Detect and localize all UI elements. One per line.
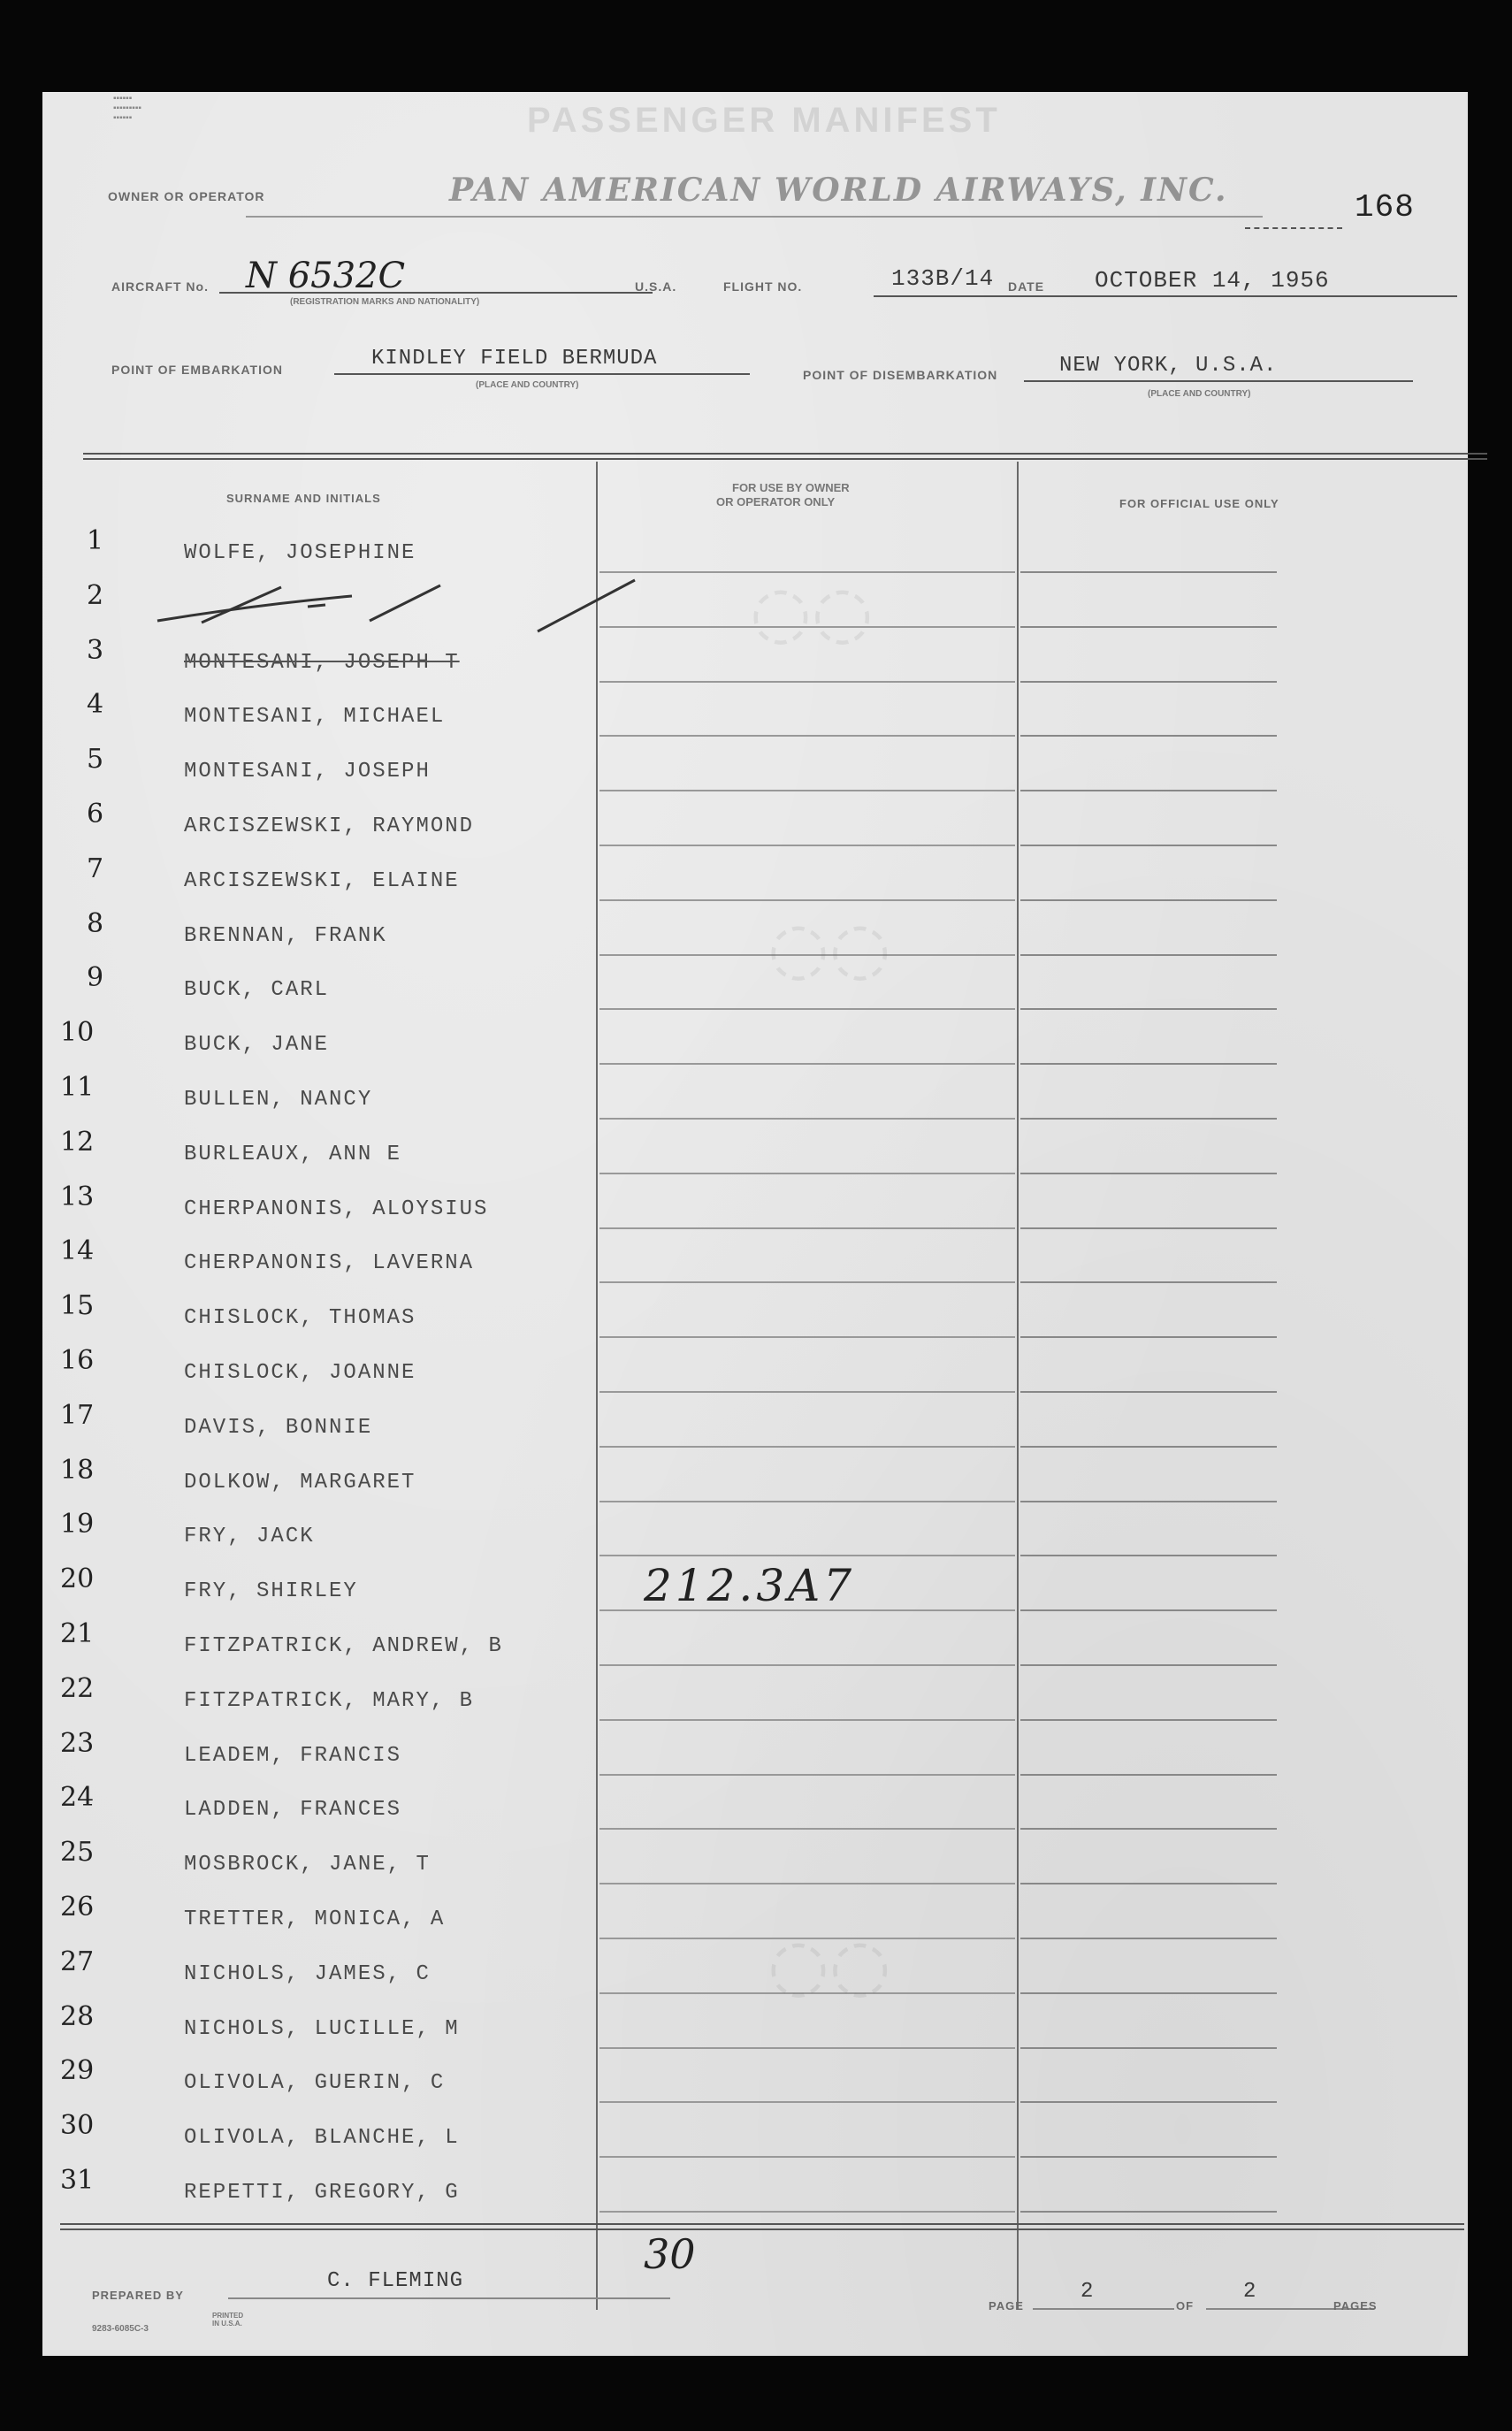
row-rule-official-column — [1020, 1992, 1277, 1994]
page-label: PAGE — [989, 2299, 1024, 2313]
owner-underline — [246, 216, 1263, 218]
row-number: 31 — [60, 2165, 95, 2196]
airline-name: PAN AMERICAN WORLD AIRWAYS, INC. — [449, 172, 1228, 209]
row-rule-owner-column — [599, 735, 1015, 737]
row-rule-official-column — [1020, 2211, 1277, 2213]
row-rule-official-column — [1020, 1118, 1277, 1120]
row-number: 10 — [60, 1017, 95, 1049]
row-number: 16 — [60, 1345, 95, 1376]
row-rule-owner-column — [599, 1336, 1015, 1338]
row-rule-official-column — [1020, 1774, 1277, 1776]
aircraft-value: N 6532C — [246, 256, 406, 296]
row-rule-owner-column — [599, 899, 1015, 901]
passenger-name: FRY, SHIRLEY — [184, 1579, 358, 1604]
row-rule-official-column — [1020, 1008, 1277, 1010]
aircraft-label: AIRCRAFT No. — [111, 279, 209, 294]
row-rule-official-column — [1020, 626, 1277, 628]
row-rule-owner-column — [599, 1828, 1015, 1830]
page-value: 2 — [1081, 2280, 1095, 2304]
prepared-label: PREPARED BY — [92, 2289, 184, 2302]
row-rule-owner-column — [599, 1883, 1015, 1884]
row-rule-official-column — [1020, 954, 1277, 956]
passenger-name: LEADEM, FRANCIS — [184, 1743, 402, 1768]
embark-value: KINDLEY FIELD BERMUDA — [371, 347, 658, 371]
passenger-name: CHERPANONIS, LAVERNA — [184, 1251, 475, 1276]
passenger-name: CHISLOCK, JOANNE — [184, 1361, 416, 1385]
disembark-underline — [1024, 380, 1413, 382]
row-rule-owner-column — [599, 1173, 1015, 1174]
row-rule-official-column — [1020, 845, 1277, 846]
row-rule-owner-column — [599, 845, 1015, 846]
row-rule-official-column — [1020, 1336, 1277, 1338]
aircraft-sublabel: (REGISTRATION MARKS AND NATIONALITY) — [290, 297, 480, 307]
column-divider-2 — [1017, 462, 1019, 2310]
row-rule-official-column — [1020, 1173, 1277, 1174]
row-number: 28 — [60, 2000, 95, 2032]
of-value: 2 — [1243, 2280, 1257, 2304]
row-rule-official-column — [1020, 1938, 1277, 1939]
ghost-title: PASSENGER MANIFEST — [527, 101, 1001, 140]
row-number: 26 — [60, 1892, 95, 1923]
row-rule-official-column — [1020, 1227, 1277, 1229]
row-rule-owner-column — [599, 1063, 1015, 1065]
table-top-rule-1 — [83, 453, 1487, 455]
row-number: 11 — [60, 1072, 95, 1103]
usa-label: U.S.A. — [635, 279, 677, 294]
row-rule-official-column — [1020, 2156, 1277, 2158]
row-rule-official-column — [1020, 1446, 1277, 1448]
passenger-name: TRETTER, MONICA, A — [184, 1907, 446, 1931]
row-number: 15 — [60, 1290, 95, 1322]
passenger-name: NICHOLS, LUCILLE, M — [184, 2016, 460, 2041]
passenger-name: CHERPANONIS, ALOYSIUS — [184, 1196, 489, 1221]
passenger-name: OLIVOLA, GUERIN, C — [184, 2071, 446, 2096]
passenger-name: NICHOLS, JAMES, C — [184, 1961, 431, 1986]
embark-underline — [334, 373, 750, 375]
prepared-value: C. FLEMING — [327, 2269, 464, 2293]
row-rule-owner-column — [599, 1501, 1015, 1502]
row-rule-owner-column — [599, 1774, 1015, 1776]
row-rule-official-column — [1020, 1501, 1277, 1502]
passenger-name: MONTESANI, MICHAEL — [184, 705, 446, 730]
row-number: 23 — [60, 1727, 95, 1759]
col-owner-header-1: FOR USE BY OWNER — [732, 481, 850, 494]
col-owner-header-2: OR OPERATOR ONLY — [716, 495, 836, 508]
row-rule-owner-column — [599, 2156, 1015, 2158]
embark-label: POINT OF EMBARKATION — [111, 363, 283, 377]
passenger-name: ARCISZEWSKI, RAYMOND — [184, 814, 475, 838]
row-rule-official-column — [1020, 1063, 1277, 1065]
flight-value: 133B/14 — [891, 265, 995, 292]
row-rule-official-column — [1020, 2101, 1277, 2103]
faint-stamp-mark: ◌◌ — [767, 1923, 891, 2006]
passenger-name: BURLEAUX, ANN E — [184, 1142, 402, 1166]
date-label: DATE — [1008, 279, 1045, 294]
row-rule-owner-column — [599, 1391, 1015, 1393]
passenger-name: BRENNAN, FRANK — [184, 923, 387, 948]
row-rule-official-column — [1020, 1828, 1277, 1830]
aircraft-underline — [219, 292, 653, 294]
row-rule-official-column — [1020, 1391, 1277, 1393]
col-official-header: FOR OFFICIAL USE ONLY — [1119, 497, 1279, 510]
faint-stamp-mark: ◌◌ — [750, 570, 874, 653]
row-number: 30 — [60, 2110, 95, 2142]
row-rule-owner-column — [599, 1118, 1015, 1120]
handwritten-total: 30 — [644, 2230, 696, 2278]
row-number: 9 — [87, 962, 104, 994]
disembark-label: POINT OF DISEMBARKATION — [803, 368, 998, 382]
row-number: 3 — [87, 634, 104, 666]
row-2-strike-marks — [149, 570, 644, 640]
passenger-name: MONTESANI, JOSEPH T — [184, 650, 460, 675]
passenger-name: BUCK, CARL — [184, 978, 330, 1003]
row-rule-official-column — [1020, 1719, 1277, 1721]
row-number: 12 — [60, 1126, 95, 1158]
row-number: 24 — [60, 1782, 95, 1814]
row-number: 18 — [60, 1454, 95, 1486]
row-rule-official-column — [1020, 735, 1277, 737]
row-rule-owner-column — [599, 1664, 1015, 1666]
row-number: 27 — [60, 1946, 95, 1977]
row-number: 6 — [87, 799, 104, 829]
date-underline — [874, 295, 1457, 297]
passenger-name: FITZPATRICK, MARY, B — [184, 1688, 475, 1713]
row-rule-official-column — [1020, 681, 1277, 683]
form-number: 9283-6085C-3 — [92, 2324, 149, 2334]
passenger-name: BULLEN, NANCY — [184, 1088, 373, 1112]
row-rule-owner-column — [599, 1008, 1015, 1010]
row-rule-owner-column — [599, 2101, 1015, 2103]
row-rule-owner-column — [599, 1227, 1015, 1229]
row-number: 20 — [60, 1563, 95, 1595]
row-rule-official-column — [1020, 1609, 1277, 1611]
row-number: 14 — [60, 1235, 95, 1267]
passenger-name: FITZPATRICK, ANDREW, B — [184, 1634, 503, 1658]
row-number: 29 — [60, 2055, 95, 2087]
passenger-name: CHISLOCK, THOMAS — [184, 1306, 416, 1331]
row-rule-official-column — [1020, 790, 1277, 791]
disembark-sublabel: (PLACE AND COUNTRY) — [1148, 389, 1251, 399]
passenger-name: ARCISZEWSKI, ELAINE — [184, 868, 460, 893]
row-rule-official-column — [1020, 899, 1277, 901]
date-value: OCTOBER 14, 1956 — [1095, 267, 1330, 294]
page-number-dash — [1245, 227, 1342, 229]
flight-label: FLIGHT NO. — [723, 279, 803, 294]
row-rule-official-column — [1020, 1883, 1277, 1884]
row-rule-official-column — [1020, 571, 1277, 573]
row-number: 4 — [87, 689, 104, 721]
passenger-name: MOSBROCK, JANE, T — [184, 1853, 431, 1877]
page-number: 168 — [1355, 189, 1415, 226]
row-rule-owner-column — [599, 2047, 1015, 2049]
row-number: 2 — [87, 579, 104, 611]
table-bottom-rule-2 — [60, 2228, 1464, 2230]
row-rule-official-column — [1020, 1664, 1277, 1666]
row-number: 17 — [60, 1399, 95, 1431]
passenger-name: BUCK, JANE — [184, 1033, 330, 1058]
pages-label: PAGES — [1333, 2299, 1378, 2313]
table-bottom-rule-1 — [60, 2223, 1464, 2225]
row-rule-official-column — [1020, 1281, 1277, 1283]
row-rule-owner-column — [599, 2211, 1015, 2213]
of-label: OF — [1176, 2299, 1195, 2313]
passenger-name: MONTESANI, JOSEPH — [184, 760, 431, 784]
row-rule-official-column — [1020, 2047, 1277, 2049]
owner-label: OWNER OR OPERATOR — [108, 189, 265, 203]
row-rule-owner-column — [599, 1281, 1015, 1283]
row-number: 25 — [60, 1837, 95, 1869]
row-rule-owner-column — [599, 1555, 1015, 1556]
handwritten-code: 212.3A7 — [644, 1560, 856, 1611]
printed-in-usa: PRINTED IN U.S.A. — [212, 2312, 244, 2328]
row-rule-owner-column — [599, 681, 1015, 683]
passenger-name: LADDEN, FRANCES — [184, 1798, 402, 1823]
col-surname-header: SURNAME AND INITIALS — [226, 492, 381, 505]
prepared-underline — [228, 2297, 670, 2299]
row-number: 19 — [60, 1509, 95, 1540]
row-number: 7 — [87, 852, 104, 884]
column-divider-1 — [596, 462, 598, 2310]
row-rule-official-column — [1020, 1555, 1277, 1556]
row-number: 13 — [60, 1181, 95, 1212]
manifest-page — [42, 92, 1468, 2356]
disembark-value: NEW YORK, U.S.A. — [1059, 354, 1278, 378]
table-top-rule-2 — [83, 458, 1487, 460]
row-number: 1 — [87, 525, 104, 556]
passenger-name: WOLFE, JOSEPHINE — [184, 541, 416, 565]
embark-sublabel: (PLACE AND COUNTRY) — [476, 380, 579, 390]
page-underline — [1033, 2308, 1174, 2310]
row-number: 8 — [87, 907, 104, 939]
corner-stamp: ▪▪▪▪▪▪ ▪▪▪▪▪▪▪▪▪ ▪▪▪▪▪▪ — [113, 94, 141, 123]
passenger-name: DOLKOW, MARGARET — [184, 1470, 416, 1495]
row-number: 21 — [60, 1618, 95, 1649]
passenger-name: DAVIS, BONNIE — [184, 1415, 373, 1440]
faint-stamp-mark: ◌◌ — [767, 906, 891, 989]
passenger-name: FRY, JACK — [184, 1525, 315, 1549]
row-number: 5 — [87, 744, 104, 776]
row-rule-owner-column — [599, 1719, 1015, 1721]
row-number: 22 — [60, 1672, 95, 1704]
row-rule-owner-column — [599, 790, 1015, 791]
passenger-name: REPETTI, GREGORY, G — [184, 2181, 460, 2205]
row-rule-owner-column — [599, 1446, 1015, 1448]
passenger-name: OLIVOLA, BLANCHE, L — [184, 2126, 460, 2151]
